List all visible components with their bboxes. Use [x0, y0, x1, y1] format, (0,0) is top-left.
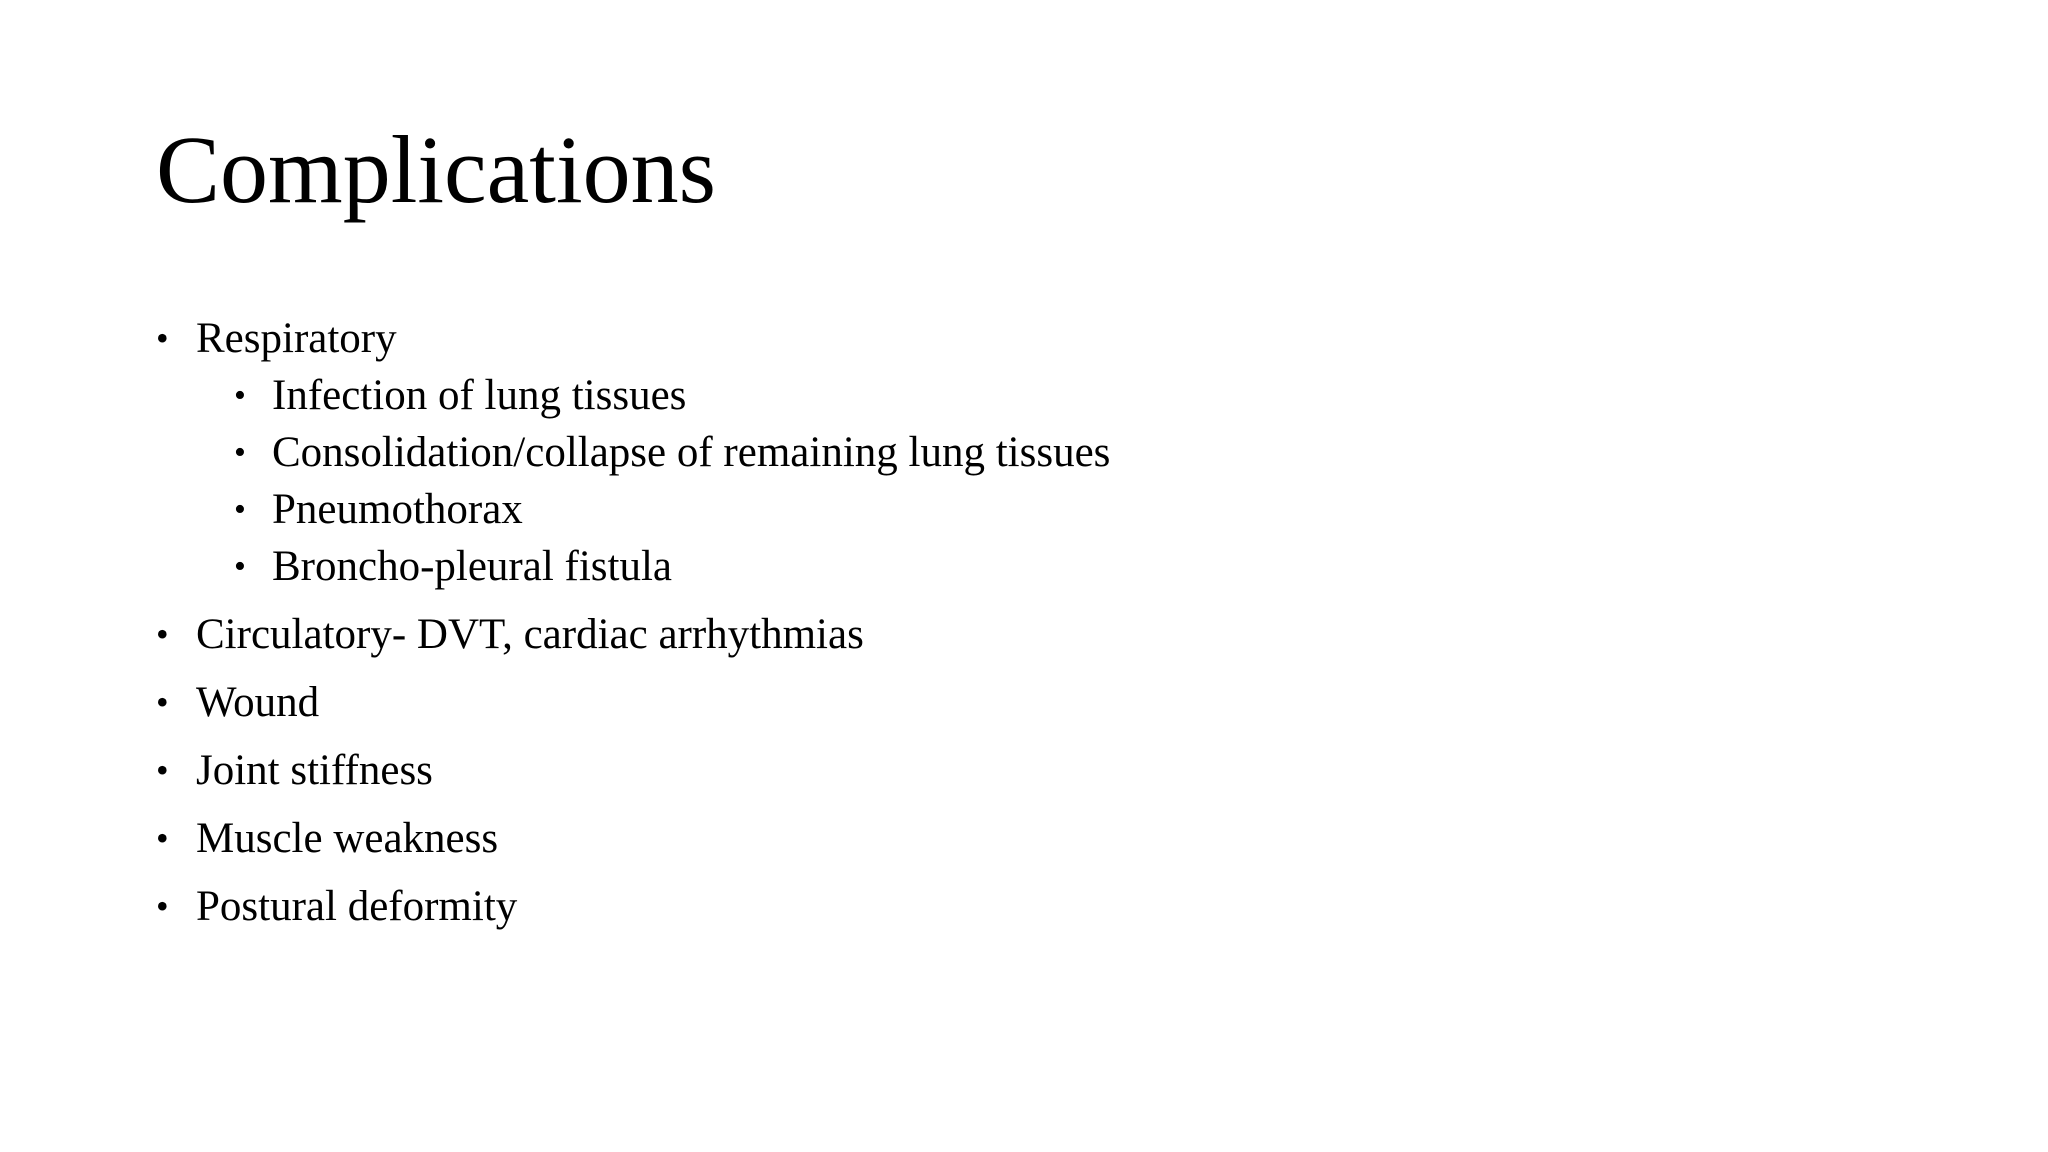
sub-list-item-label: Broncho-pleural fistula [272, 543, 673, 590]
sub-list-item [234, 481, 1856, 538]
list-item-respiratory [156, 310, 1856, 595]
list-item-row [156, 878, 1856, 935]
bullet-list [156, 310, 1856, 935]
bullet-icon: • [156, 750, 169, 790]
bullet-icon: • [156, 614, 169, 654]
bullet-icon: • [156, 318, 169, 358]
list-item-label: Respiratory [196, 315, 397, 362]
list-item-circulatory [156, 606, 1856, 663]
bullet-icon: • [234, 548, 246, 585]
bullet-icon: • [234, 434, 246, 471]
sub-list-item-row [234, 538, 1856, 595]
sub-list-item-label: Pneumothorax [272, 486, 523, 533]
list-item-label: Circulatory- DVT, cardiac arrhythmias [196, 611, 864, 658]
list-item-joint-stiffness [156, 742, 1856, 799]
sub-list-item [234, 538, 1856, 595]
bullet-icon: • [156, 886, 169, 926]
sub-list-item-row [234, 481, 1856, 538]
list-item-label: Wound [196, 679, 320, 726]
bullet-icon: • [156, 682, 169, 722]
slide-content [156, 310, 1856, 935]
bullet-icon: • [156, 818, 169, 858]
bullet-icon: • [234, 377, 246, 414]
list-item-postural-deformity [156, 878, 1856, 935]
list-item-muscle-weakness [156, 810, 1856, 867]
slide-title: Complications [156, 116, 716, 223]
sub-list-item-row [234, 424, 1856, 481]
list-item-row [156, 606, 1856, 663]
list-item-row [156, 810, 1856, 867]
list-item-row [156, 674, 1856, 731]
list-item-row [156, 742, 1856, 799]
list-item-wound [156, 674, 1856, 731]
sub-bullet-list [156, 367, 1856, 595]
list-item-label: Postural deformity [196, 883, 518, 930]
sub-list-item-label: Consolidation/collapse of remaining lung tissues [272, 429, 1111, 476]
list-item-label: Muscle weakness [196, 815, 499, 862]
list-item-row [156, 310, 1856, 367]
bullet-icon: • [234, 491, 246, 528]
list-item-label: Joint stiffness [196, 747, 433, 794]
sub-list-item-row [234, 367, 1856, 424]
sub-list-item [234, 424, 1856, 481]
sub-list-item-label: Infection of lung tissues [272, 372, 687, 419]
sub-list-item [234, 367, 1856, 424]
